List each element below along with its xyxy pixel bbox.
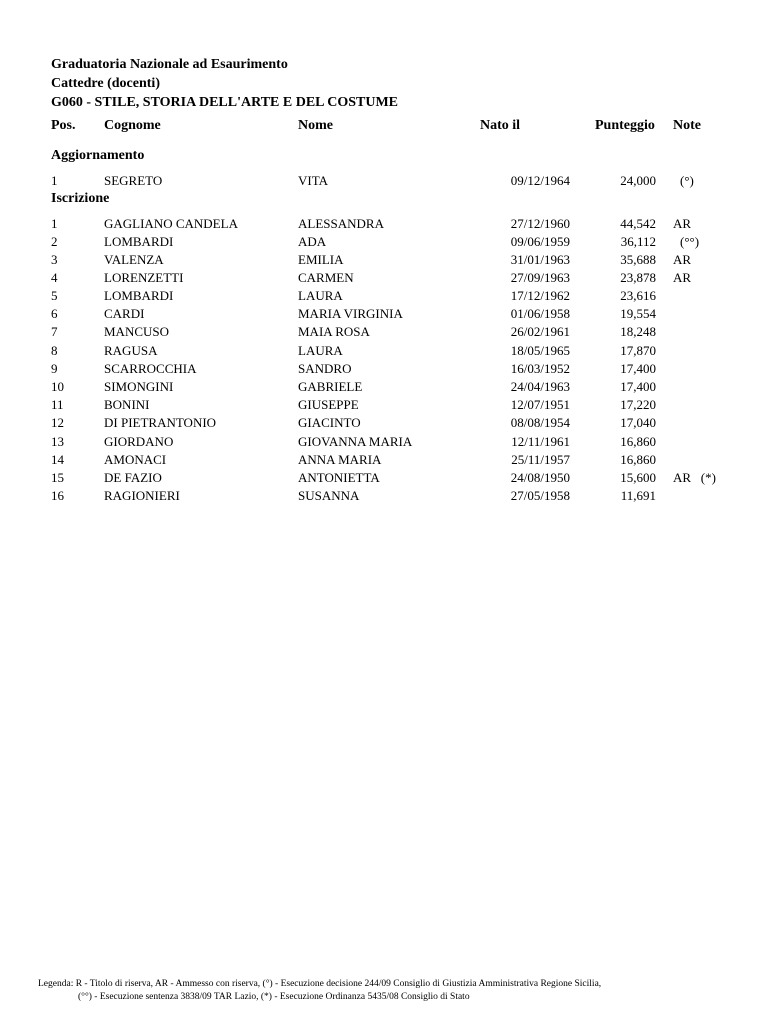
cell-nome: GIACINTO [298, 415, 361, 430]
cell-pos: 1 [51, 216, 58, 231]
section-title-aggiornamento: Aggiornamento [51, 148, 145, 163]
cell-nome: LAURA [298, 288, 343, 303]
class-code-title: G060 - STILE, STORIA DELL'ARTE E DEL COSTUME [51, 95, 399, 110]
col-punteggio-header: Punteggio [595, 118, 655, 133]
cell-cognome: MANCUSO [104, 324, 170, 339]
cell-cognome: SCARROCCHIA [104, 361, 197, 376]
cell-nato: 17/12/1962 [510, 288, 570, 303]
cell-punteggio: 18,248 [620, 324, 656, 339]
cell-pos: 11 [51, 397, 64, 412]
cell-pos: 16 [51, 488, 64, 503]
table-row [0, 487, 770, 505]
cell-cognome: LOMBARDI [104, 234, 174, 249]
cell-cognome: VALENZA [104, 252, 164, 267]
cell-nome: CARMEN [298, 270, 354, 285]
cell-nato: 24/08/1950 [510, 470, 570, 485]
cell-pos: 1 [51, 173, 58, 188]
cell-pos: 14 [51, 452, 64, 467]
cell-punteggio: 17,400 [620, 361, 656, 376]
table-row [0, 342, 770, 360]
cell-nome: MARIA VIRGINIA [298, 306, 403, 321]
cell-cognome: GAGLIANO CANDELA [104, 216, 238, 231]
col-nato-header: Nato il [480, 118, 521, 133]
cell-cognome: SIMONGINI [104, 379, 174, 394]
table-row [0, 396, 770, 414]
cell-cognome: CARDI [104, 306, 145, 321]
cell-pos: 5 [51, 288, 58, 303]
legend-line-1: Legenda: R - Titolo di riserva, AR - Ammesso con riserva, (°) - Esecuzione decisione 244/09 Consiglio di Giustizia Amministrativa Regione Sicilia, [38, 979, 602, 989]
table-row [0, 378, 770, 396]
cell-pos: 3 [51, 252, 58, 267]
cell-nome: GIOVANNA MARIA [298, 434, 413, 449]
cell-pos: 12 [51, 415, 64, 430]
cell-punteggio: 16,860 [620, 452, 656, 467]
cell-punteggio: 24,000 [620, 173, 656, 188]
cell-cognome: LOMBARDI [104, 288, 174, 303]
table-row [0, 414, 770, 432]
cell-pos: 13 [51, 434, 64, 449]
table-row [0, 469, 770, 487]
table-row [0, 172, 770, 190]
table-row [0, 323, 770, 341]
cell-nato: 27/12/1960 [510, 216, 570, 231]
cell-punteggio: 17,220 [620, 397, 656, 412]
cell-punteggio: 19,554 [620, 306, 656, 321]
cell-cognome: LORENZETTI [104, 270, 184, 285]
cell-nome: VITA [298, 173, 329, 188]
cell-cognome: DE FAZIO [104, 470, 162, 485]
cell-nato: 08/08/1954 [510, 415, 570, 430]
table-row [0, 287, 770, 305]
cell-punteggio: 15,600 [620, 470, 656, 485]
cell-pos: 6 [51, 306, 58, 321]
cell-cognome: RAGUSA [104, 343, 158, 358]
table-row [0, 451, 770, 469]
cell-punteggio: 16,860 [620, 434, 656, 449]
cell-nome: ANNA MARIA [298, 452, 382, 467]
cell-nome: EMILIA [298, 252, 344, 267]
cell-nome: GABRIELE [298, 379, 363, 394]
cell-punteggio: 44,542 [620, 216, 656, 231]
cell-punteggio: 11,691 [620, 488, 656, 503]
cell-pos: 2 [51, 234, 58, 249]
cell-cognome: AMONACI [104, 452, 167, 467]
cell-nato: 24/04/1963 [510, 379, 570, 394]
cell-punteggio: 23,616 [620, 288, 656, 303]
table-row [0, 269, 770, 287]
col-nome-header: Nome [298, 118, 333, 133]
cell-punteggio: 23,878 [620, 270, 656, 285]
cell-pos: 10 [51, 379, 64, 394]
cell-nato: 31/01/1963 [510, 252, 570, 267]
cell-nome: SANDRO [298, 361, 352, 376]
section-title-iscrizione: Iscrizione [51, 191, 110, 206]
cell-cognome: BONINI [104, 397, 150, 412]
table-row [0, 215, 770, 233]
cell-note: AR [673, 270, 692, 285]
table-row [0, 233, 770, 251]
cell-nato: 27/09/1963 [510, 270, 570, 285]
cell-nato: 25/11/1957 [511, 452, 570, 467]
cell-nome: SUSANNA [298, 488, 360, 503]
legend-footnote [38, 978, 601, 1004]
cell-punteggio: 17,400 [620, 379, 656, 394]
cell-nome: ANTONIETTA [298, 470, 380, 485]
cell-nato: 09/12/1964 [510, 173, 570, 188]
cell-nome: LAURA [298, 343, 343, 358]
cell-nome: GIUSEPPE [298, 397, 359, 412]
cell-cognome: DI PIETRANTONIO [104, 415, 217, 430]
cell-note: AR (*) [673, 470, 716, 485]
cell-pos: 15 [51, 470, 64, 485]
cell-note: (°) [680, 173, 694, 188]
cell-note: AR [673, 252, 692, 267]
col-cognome-header: Cognome [104, 118, 161, 133]
cell-nato: 12/07/1951 [510, 397, 570, 412]
cell-nato: 12/11/1961 [511, 434, 570, 449]
cell-note: (°°) [680, 234, 700, 249]
cell-pos: 8 [51, 343, 58, 358]
table-row [0, 305, 770, 323]
cell-punteggio: 17,040 [620, 415, 656, 430]
table-row [0, 360, 770, 378]
cell-nato: 01/06/1958 [510, 306, 570, 321]
cell-pos: 4 [51, 270, 58, 285]
cell-pos: 7 [51, 324, 58, 339]
cell-nato: 16/03/1952 [510, 361, 570, 376]
cell-pos: 9 [51, 361, 58, 376]
cell-punteggio: 17,870 [620, 343, 656, 358]
document-title: Graduatoria Nazionale ad Esaurimento [51, 57, 288, 72]
cell-nome: ADA [298, 234, 327, 249]
col-note-header: Note [673, 118, 701, 133]
cell-note: AR [673, 216, 692, 231]
cell-nato: 18/05/1965 [510, 343, 570, 358]
cell-nato: 09/06/1959 [510, 234, 570, 249]
cell-nome: MAIA ROSA [298, 324, 370, 339]
cell-cognome: RAGIONIERI [104, 488, 180, 503]
table-row [0, 433, 770, 451]
cell-punteggio: 36,112 [620, 234, 656, 249]
cell-nato: 27/05/1958 [510, 488, 570, 503]
cell-nome: ALESSANDRA [298, 216, 384, 231]
cell-cognome: SEGRETO [104, 173, 163, 188]
col-pos-header: Pos. [51, 118, 76, 133]
cell-cognome: GIORDANO [104, 434, 174, 449]
legend-line-2: (°°) - Esecuzione sentenza 3838/09 TAR Lazio, (*) - Esecuzione Ordinanza 5435/08 Consiglio di Stato [78, 992, 470, 1002]
cell-punteggio: 35,688 [620, 252, 656, 267]
cell-nato: 26/02/1961 [510, 324, 570, 339]
document-subtitle: Cattedre (docenti) [51, 76, 160, 91]
table-row [0, 251, 770, 269]
